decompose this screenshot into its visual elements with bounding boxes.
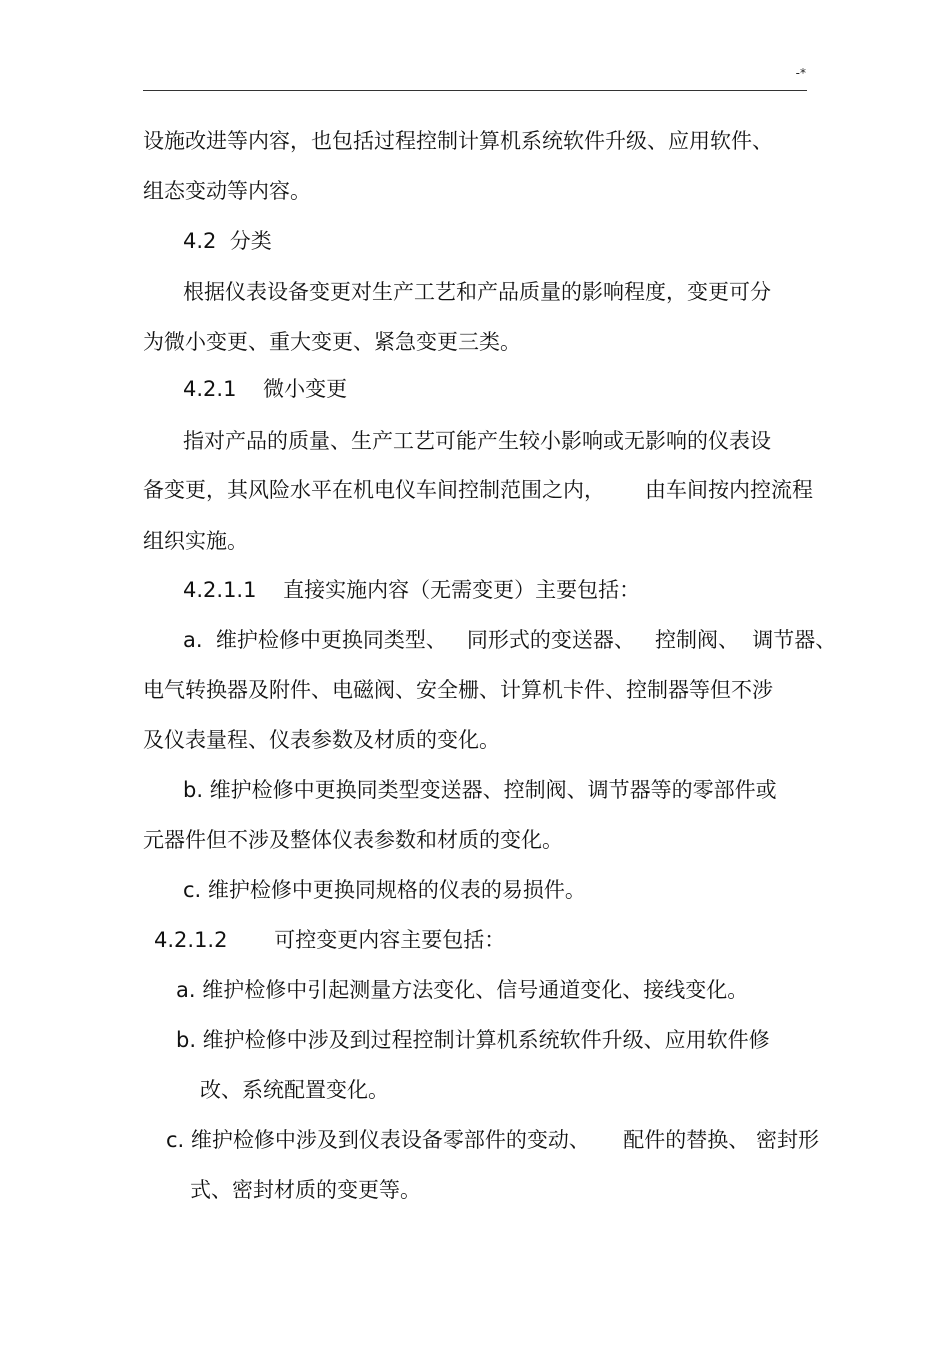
body-line: 电气转换器及附件、电磁阀、安全栅、计算机卡件、控制器等但不涉	[143, 678, 773, 702]
body-line: 组织实施。	[143, 529, 248, 553]
body-line: 组态变动等内容。	[143, 179, 311, 203]
list-item-a: a. 维护检修中更换同类型、 同形式的变送器、 控制阀、 调节器、	[183, 628, 837, 652]
body-line: 式、密封材质的变更等。	[190, 1178, 421, 1202]
body-line: 改、系统配置变化。	[200, 1078, 389, 1102]
section-heading-4-2-1-1: 4.2.1.1 直接实施内容（无需变更）主要包括：	[183, 578, 641, 602]
section-heading-4-2: 4.2 分类	[183, 229, 272, 253]
list-item-c: c. 维护检修中更换同规格的仪表的易损件。	[183, 878, 586, 902]
body-line: 根据仪表设备变更对生产工艺和产品质量的影响程度，变更可分	[183, 280, 771, 304]
header-rule	[143, 90, 807, 91]
section-heading-4-2-1: 4.2.1 微小变更	[183, 377, 348, 401]
list-item-b: b. 维护检修中更换同类型变送器、控制阀、调节器等的零部件或	[183, 778, 777, 802]
body-line: 备变更，其风险水平在机电仪车间控制范围之内， 由车间按内控流程	[143, 478, 814, 502]
list-item-b: b. 维护检修中涉及到过程控制计算机系统软件升级、应用软件修	[176, 1028, 770, 1052]
body-line: 指对产品的质量、生产工艺可能产生较小影响或无影响的仪表设	[183, 429, 771, 453]
body-line: 元器件但不涉及整体仪表参数和材质的变化。	[143, 828, 563, 852]
list-item-c: c. 维护检修中涉及到仪表设备零部件的变动、 配件的替换、 密封形	[166, 1128, 819, 1152]
body-line: 为微小变更、重大变更、紧急变更三类。	[143, 330, 521, 354]
page-header-mark: -*	[795, 66, 806, 80]
list-item-a: a. 维护检修中引起测量方法变化、信号通道变化、接线变化。	[176, 978, 749, 1002]
body-line: 设施改进等内容，也包括过程控制计算机系统软件升级、应用软件、	[143, 129, 773, 153]
section-heading-4-2-1-2: 4.2.1.2 可控变更内容主要包括：	[154, 928, 506, 952]
body-line: 及仪表量程、仪表参数及材质的变化。	[143, 728, 500, 752]
